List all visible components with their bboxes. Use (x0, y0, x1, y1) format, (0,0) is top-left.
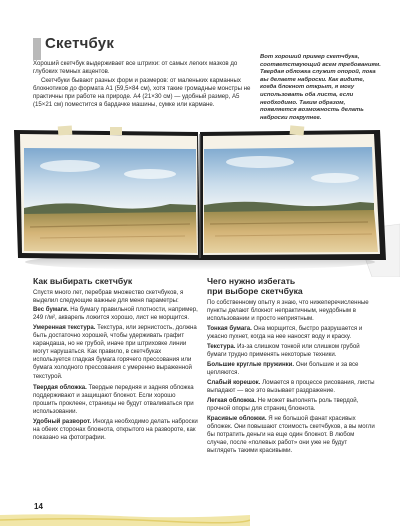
text-thin-paper: Она морщится, быстро разрушается и ужасно пухнет, когда на нее наносят воду и краску. (207, 325, 363, 341)
right-item-3 (207, 361, 377, 377)
text-pretty-covers: Я не большой фанат красивых обложек. Они повышают стоимость скетчбуков, а вы могли бы потратить деньги на еще один блокнот. В любом случае, после «полевых работ» они уже не будут выглядеть такими красивыми. (207, 415, 375, 455)
text-texture: Текстура, или зернистость, должна быть достаточно хорошей, чтобы удерживать графит карандаша, но не грубой, иначе при штриховке линии могут нарушаться. Как правило, в скетчбуках используется гладкая бумага горячего прессования или бумага холодного прессования с умеренно выраженной текстурой. (33, 324, 197, 380)
term-bad-texture: Текстура. (207, 343, 236, 350)
term-spread: Удобный разворот. (33, 418, 92, 425)
term-light-cover: Легкая обложка. (207, 397, 257, 404)
right-item-1 (207, 325, 377, 341)
left-item-2 (33, 324, 199, 381)
left-item-3 (33, 384, 199, 416)
sketchbook-photo (0, 112, 400, 277)
term-texture: Умеренная текстура. (33, 324, 96, 331)
term-hard-cover: Твердая обложка. (33, 384, 87, 391)
photo-caption: Вот хороший пример скетчбука, соответствующий всем требованиям. Твердая обложка служит опорой, пока вы делаете наброски. Как видите, когда блокнот открыт, я могу использовать оба листа, если необходимо. Таким образом, появляется возможность делать наброски покрупнее. (260, 54, 381, 121)
text-hard-cover: Твердые передняя и задняя обложка поддерживают и защищают блокнот. Если хорошо прошить проклеен, страницы не будут отваливаться при использовании. (33, 384, 194, 416)
intro-paragraph-1: Хороший скетчбук выдерживает все штрихи: от самых легких мазков до глубоких темных акцентов. (33, 60, 238, 76)
left-heading: Как выбирать скетчбук (33, 276, 133, 286)
text-spirals: Они большие и за все цепляются. (207, 361, 359, 377)
right-item-5 (207, 397, 377, 413)
left-intro: Спустя много лет, перебрав множество скетчбуков, я выделил следующие важные для меня параметры: (33, 289, 184, 305)
right-heading-line1: Чего нужно избегать (207, 276, 296, 286)
text-weak-spine: Ломается в процессе рисования, листы выпадают — все это вызывает раздражение. (207, 379, 375, 395)
right-item-6 (207, 415, 377, 455)
term-spirals: Большие круглые пружинки. (207, 361, 295, 368)
intro-paragraph-2: Скетчбуки бывают разных форм и размеров: от маленьких карманных блокнотиков до формата А1 (59,5×84 см), хотя такие громадные монстры не практичны при работе на природе. А4 (21×30 см) — удобный размер, А5 (15×21 см) поместится в бардачке машины, сумке или кармане. (33, 77, 251, 109)
term-thin-paper: Тонкая бумага. (207, 325, 252, 332)
right-item-2 (207, 343, 377, 359)
title-accent-bar (33, 38, 41, 60)
decorative-stripe (0, 511, 250, 526)
page-title: Скетчбук (45, 35, 115, 52)
text-paper-weight: На бумагу правильной плотности, например, 249 г/м², акварель ложится хорошо, лист не морщится. (33, 306, 198, 322)
term-weak-spine: Слабый корешок. (207, 379, 261, 386)
left-item-1 (33, 306, 199, 322)
right-intro: По собственному опыту я знаю, что нижеперечисленные пункты делают блокнот непрактичным, неудобным в использовании и просто неприятным. (207, 299, 369, 323)
term-pretty-covers: Красивые обложки. (207, 415, 267, 422)
text-light-cover: Не может выполнять роль твердой, прочной опоры для страниц блокнота. (207, 397, 359, 413)
page-number: 14 (34, 502, 43, 511)
right-item-4 (207, 379, 377, 395)
right-heading-line2: при выборе скетчбука (207, 286, 303, 296)
text-bad-texture: Из-за слишком тонкой или слишком грубой бумаги трудно применять некоторые техники. (207, 343, 360, 359)
text-spread: Иногда необходимо делать наброски на обеих сторонах блокнота, открытого на развороте, как показано на фотографии. (33, 418, 198, 442)
term-paper-weight: Вес бумаги. (33, 306, 69, 313)
left-item-4 (33, 418, 199, 442)
